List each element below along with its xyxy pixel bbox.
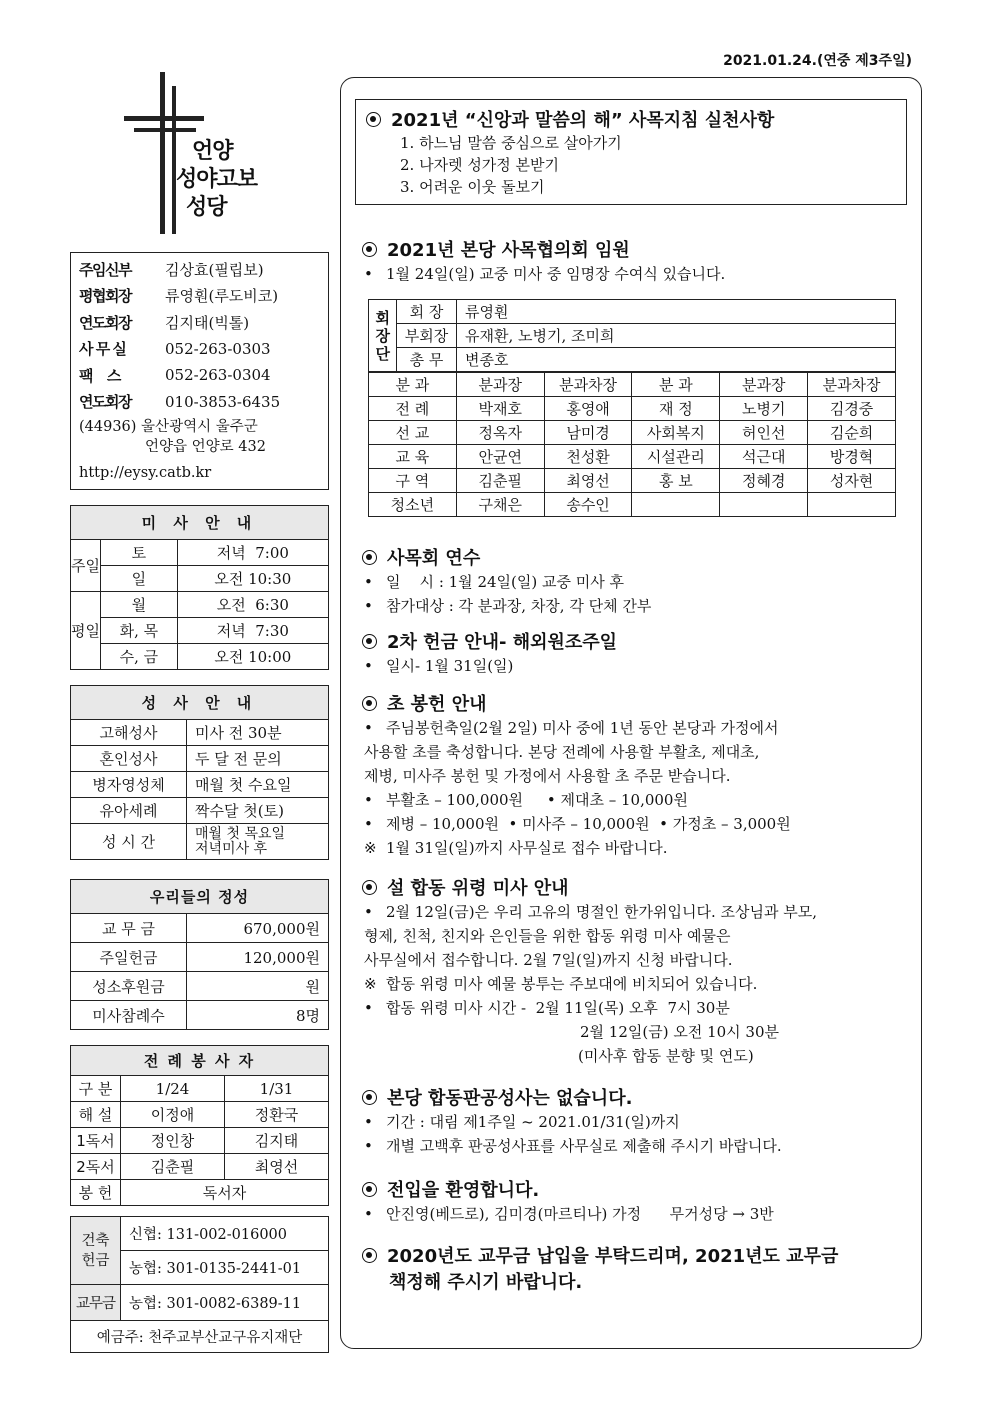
bullet-circle-icon (362, 242, 377, 257)
sacrament-time: 매월 첫 수요일 (187, 772, 329, 798)
offering-name: 교 무 금 (71, 914, 187, 943)
info-key: 평협회장 (79, 287, 131, 306)
mass-day: 일 (101, 566, 178, 592)
section-title-text: 책정해 주시기 바랍니다. (389, 1272, 583, 1293)
section-title-text: 2020년도 교무금 납입을 부탁드리며, 2021년도 교무금 (387, 1246, 839, 1267)
bullet-line: • 주님봉헌축일(2월 2일) 미사 중에 1년 동안 본당과 가정에서 (364, 719, 779, 737)
note-line: ※ 1월 31일(일)까지 사무실로 접수 바랍니다. (364, 839, 668, 857)
section-title-text: 초 봉헌 안내 (387, 694, 487, 715)
sacrament-name: 혼인성사 (71, 746, 187, 772)
committee-vice: 홍영애 (544, 397, 632, 421)
sacrament-name: 고해성사 (71, 720, 187, 746)
section-title-text: 2차 헌금 안내- 해외원조주일 (387, 632, 618, 653)
bullet-text: 사무실에서 접수합니다. 2월 7일(일)까지 신청 바랍니다. (364, 951, 733, 969)
committee-chair: 허인선 (720, 421, 808, 445)
committee-name: 구 역 (369, 469, 457, 493)
section-title-text: 2021년 본당 사목협의회 임원 (387, 240, 630, 261)
committee-chair: 노병기 (720, 397, 808, 421)
bullet-line: • 1월 24일(일) 교중 미사 중 임명장 수여식 있습니다. (364, 265, 726, 283)
mass-day: 월 (101, 592, 178, 618)
sacrament-time: 미사 전 30분 (187, 720, 329, 746)
bullet-circle-icon (362, 696, 377, 711)
dues-label: 교무금 (71, 1285, 121, 1321)
second-collection-section (362, 628, 912, 678)
server-name: 정환국 (225, 1102, 329, 1128)
committee-head: 분 과 (369, 373, 457, 397)
mass-time: 저녁 7:30 (177, 618, 328, 644)
mass-day: 토 (101, 540, 178, 566)
server-role: 봉 헌 (71, 1180, 121, 1206)
committee-vice (808, 493, 896, 517)
server-name: 김지태 (225, 1128, 329, 1154)
mass-day: 수, 금 (101, 644, 178, 670)
sacrament-time-line: 매월 첫 목요일 (195, 825, 286, 842)
section-title (362, 544, 912, 570)
bullet-circle-icon (362, 550, 377, 565)
bullet-text: 기간 : 대림 제1주일 ~ 2021.01/31(일)까지 (386, 1113, 680, 1131)
committee-vice: 김경중 (808, 397, 896, 421)
training-section (362, 544, 912, 618)
offering-amount: 670,000원 (187, 914, 329, 943)
cross-icon (160, 72, 165, 234)
exec-role: 회 장 (397, 300, 457, 324)
bullet-text: 2월 12일(금) 오전 10시 30분 (580, 1023, 780, 1041)
motto-item: 3. 어려운 이웃 돌보기 (400, 178, 545, 196)
server-role: 1독서 (71, 1128, 121, 1154)
exec-name: 류영훤 (457, 300, 896, 324)
info-value: 류영훤(루도비코) (165, 287, 279, 306)
committee-chair: 안균연 (456, 445, 544, 469)
committee-head: 분과장 (720, 373, 808, 397)
bullet-circle-icon (362, 1090, 377, 1105)
exec-name: 유재환, 노병기, 조미희 (457, 324, 896, 348)
bullet-text: 개별 고백후 판공성사표를 사무실로 제출해 주시기 바랍니다. (386, 1137, 782, 1155)
bullet-line: • 부활초 – 100,000원 • 제대초 – 10,000원 (364, 791, 688, 809)
info-value: 김지태(빅톨) (165, 313, 250, 332)
section-title (362, 1242, 912, 1268)
bullet-text: 부활초 – 100,000원 • 제대초 – 10,000원 (386, 791, 688, 809)
section-title (362, 1084, 912, 1110)
mass-time: 오전 10:00 (177, 644, 328, 670)
servers-title: 전 례 봉 사 자 (71, 1046, 329, 1076)
confession-section (362, 1084, 912, 1158)
bullet-line: • 합동 위령 미사 시간 - 2월 11일(목) 오후 7시 30분 (364, 999, 730, 1017)
motto-title-text: 2021년 “신앙과 말씀의 해” 사목지침 실천사항 (391, 110, 775, 131)
offering-name: 성소후원금 (71, 972, 187, 1001)
motto-title (366, 106, 896, 132)
server-name: 정인창 (121, 1128, 225, 1154)
motto-item: 2. 나자렛 성가정 본받기 (400, 156, 560, 174)
committee-name: 홍 보 (632, 469, 720, 493)
exec-name: 변종호 (457, 348, 896, 372)
sacrament-time: 두 달 전 문의 (187, 746, 329, 772)
info-row (79, 283, 320, 310)
committee-vice: 방경혁 (808, 445, 896, 469)
committee-chair: 정혜경 (720, 469, 808, 493)
info-value: 김상효(필립보) (165, 260, 264, 279)
info-row (79, 336, 320, 363)
committee-vice: 남미경 (544, 421, 632, 445)
section-title (362, 1176, 912, 1202)
info-value: 010-3853-6435 (165, 392, 281, 411)
bullet-line: • 일 시 : 1월 24일(일) 교중 미사 후 (364, 573, 624, 591)
bullet-line: • 제병 – 10,000원 • 미사주 – 10,000원 • 가정초 – 3,000원 (364, 815, 791, 833)
info-row (79, 256, 320, 283)
candle-section (362, 690, 912, 860)
council-section (362, 236, 912, 286)
info-row (79, 309, 320, 336)
sacrament-name: 성 시 간 (71, 824, 187, 860)
offering-amount: 원 (187, 972, 329, 1001)
offering-amount: 120,000원 (187, 943, 329, 972)
bullet-circle-icon (362, 634, 377, 649)
bullet-circle-icon (362, 1248, 377, 1263)
mass-time: 오전 10:30 (177, 566, 328, 592)
offering-summary (70, 879, 329, 1030)
parish-name-line: 언양 (192, 139, 233, 164)
offering-name: 미사참례수 (71, 1001, 187, 1030)
council-table (368, 299, 896, 517)
info-value: 052-263-0303 (165, 339, 271, 358)
exec-role: 부회장 (397, 324, 457, 348)
bullet-text: 주님봉헌축일(2월 2일) 미사 중에 1년 동안 본당과 가정에서 (386, 719, 779, 737)
committee-name: 사회복지 (632, 421, 720, 445)
address-line-1: (44936) 울산광역시 울주군 (79, 419, 258, 435)
exec-label: 회장단 (369, 300, 397, 372)
info-row (79, 389, 320, 416)
parish-name (176, 138, 257, 222)
committee-chair: 구채은 (456, 493, 544, 517)
bullet-line: • 기간 : 대림 제1주일 ~ 2021.01/31(일)까지 (364, 1113, 680, 1131)
committee-vice: 송수인 (544, 493, 632, 517)
account-holder: 예금주: 천주교부산교구유지재단 (71, 1321, 329, 1353)
bullet-circle-icon (362, 880, 377, 895)
server-name: 최영선 (225, 1154, 329, 1180)
sacrament-time (187, 824, 329, 860)
bullet-text: 안진영(베드로), 김미경(마르티나) 가정 무거성당 → 3반 (386, 1205, 774, 1223)
committee-name: 전 례 (369, 397, 457, 421)
bullet-circle-icon (366, 112, 381, 127)
dues-notice-section (362, 1242, 912, 1294)
section-title (362, 628, 912, 654)
server-role: 2독서 (71, 1154, 121, 1180)
committee-name: 재 정 (632, 397, 720, 421)
dues-account: 농협: 301-0082-6389-11 (121, 1285, 329, 1321)
parish-name-line: 성당 (186, 195, 227, 220)
parish-name-line: 성야고보 (176, 167, 258, 192)
section-title-text: 설 합동 위령 미사 안내 (387, 878, 569, 899)
building-account: 농협: 301-0135-2441-01 (121, 1251, 329, 1285)
bullet-text: 제병, 미사주 봉헌 및 가정에서 사용할 초 주문 받습니다. (364, 767, 731, 785)
bullet-text: 형제, 친척, 친지와 은인들을 위한 합동 위령 미사 예물은 (364, 927, 731, 945)
offering-name: 주일헌금 (71, 943, 187, 972)
website-link[interactable]: http://eysy.catb.kr (79, 465, 212, 481)
offering-amount: 8명 (187, 1001, 329, 1030)
note-line: ※ 합동 위령 미사 예물 봉투는 주보대에 비치되어 있습니다. (364, 975, 758, 993)
bullet-line: • 일시- 1월 31일(일) (364, 657, 514, 675)
committee-chair: 김춘필 (456, 469, 544, 493)
building-fund-label: 건축헌금 (71, 1217, 121, 1285)
mass-time: 오전 6:30 (177, 592, 328, 618)
committee-vice: 최영선 (544, 469, 632, 493)
mass-schedule (70, 505, 329, 670)
committee-name: 선 교 (369, 421, 457, 445)
committee-head: 분과차장 (808, 373, 896, 397)
servers-head: 구 분 (71, 1076, 121, 1102)
offering-title: 우리들의 정성 (71, 880, 329, 914)
committee-chair: 석근대 (720, 445, 808, 469)
weekday-label: 평일 (71, 592, 101, 670)
committee-chair: 정옥자 (456, 421, 544, 445)
welcome-section (362, 1176, 912, 1226)
info-key: 연도회장 (79, 393, 131, 412)
sacraments-title: 성 사 안 내 (71, 686, 329, 720)
bullet-line: • 안진영(베드로), 김미경(마르티나) 가정 무거성당 → 3반 (364, 1205, 774, 1223)
address-line-2: 언양읍 언양로 432 (145, 439, 266, 455)
note-text: 합동 위령 미사 예물 봉투는 주보대에 비치되어 있습니다. (386, 975, 758, 993)
parish-logo (120, 72, 280, 242)
sacraments-info (70, 685, 329, 860)
committee-name: 시설관리 (632, 445, 720, 469)
sacrament-name: 유아세례 (71, 798, 187, 824)
bullet-line: • 참가대상 : 각 분과장, 차장, 각 단체 간부 (364, 597, 652, 615)
bullet-text: (미사후 합동 분향 및 연도) (578, 1047, 754, 1065)
server-name: 독서자 (121, 1180, 329, 1206)
bullet-text: 일시- 1월 31일(일) (386, 657, 514, 675)
committee-name: 교 육 (369, 445, 457, 469)
bullet-line: • 2월 12일(금)은 우리 고유의 명절인 한가위입니다. 조상님과 부모, (364, 903, 818, 921)
bullet-line: • 개별 고백후 판공성사표를 사무실로 제출해 주시기 바랍니다. (364, 1137, 782, 1155)
section-title (362, 690, 912, 716)
bullet-text: 제병 – 10,000원 • 미사주 – 10,000원 • 가정초 – 3,000원 (386, 815, 791, 833)
info-key: 주임신부 (79, 260, 131, 279)
committee-vice: 김순희 (808, 421, 896, 445)
committee-name (632, 493, 720, 517)
pastoral-motto (355, 99, 907, 205)
motto-item: 1. 하느님 말씀 중심으로 살아가기 (400, 134, 622, 152)
servers-head: 1/31 (225, 1076, 329, 1102)
bullet-text: 2월 12일(금)은 우리 고유의 명절인 한가위입니다. 조상님과 부모, (386, 903, 818, 921)
memorial-mass-section (362, 874, 912, 1068)
mass-day: 화, 목 (101, 618, 178, 644)
committee-chair (720, 493, 808, 517)
committee-head: 분 과 (632, 373, 720, 397)
cross-bar (124, 116, 204, 121)
servers-head: 1/24 (121, 1076, 225, 1102)
info-row (79, 362, 320, 389)
committee-chair: 박재호 (456, 397, 544, 421)
liturgy-servers (70, 1045, 329, 1206)
committee-vice: 천성환 (544, 445, 632, 469)
sacrament-name: 병자영성체 (71, 772, 187, 798)
committee-name: 청소년 (369, 493, 457, 517)
server-role: 해 설 (71, 1102, 121, 1128)
exec-role: 총 무 (397, 348, 457, 372)
committee-head: 분과차장 (544, 373, 632, 397)
note-text: 1월 31일(일)까지 사무실로 접수 바랍니다. (386, 839, 668, 857)
info-key: 사 무 실 (79, 340, 126, 359)
info-value: 052-263-0304 (165, 366, 271, 385)
mass-title: 미 사 안 내 (71, 506, 329, 540)
sacrament-time-line: 저녁미사 후 (195, 840, 268, 857)
server-name: 이정애 (121, 1102, 225, 1128)
bullet-circle-icon (362, 1182, 377, 1197)
bullet-text: 일 시 : 1월 24일(일) 교중 미사 후 (386, 573, 624, 591)
bullet-text: 합동 위령 미사 시간 - 2월 11일(목) 오후 7시 30분 (386, 999, 730, 1017)
info-key: 연도회장 (79, 313, 131, 332)
committee-head: 분과장 (456, 373, 544, 397)
server-name: 김춘필 (121, 1154, 225, 1180)
section-title-text: 사목회 연수 (387, 548, 481, 569)
cross-bar-2 (134, 128, 196, 132)
sacrament-time: 짝수달 첫(토) (187, 798, 329, 824)
bulletin-date: 2021.01.24.(연중 제3주일) (723, 53, 912, 69)
info-key: 팩 스 (79, 366, 120, 385)
mass-time: 저녁 7:00 (177, 540, 328, 566)
sunday-label: 주일 (71, 540, 101, 592)
bullet-text: 참가대상 : 각 분과장, 차장, 각 단체 간부 (386, 597, 652, 615)
section-title-text: 전입을 환영합니다. (387, 1180, 540, 1201)
building-account: 신협: 131-002-016000 (121, 1217, 329, 1251)
bullet-text: 사용할 초를 축성합니다. 본당 전례에 사용할 부활초, 제대초, (364, 743, 760, 761)
section-title (362, 874, 912, 900)
bank-accounts (70, 1216, 329, 1353)
section-title (362, 236, 912, 262)
bullet-text: 1월 24일(일) 교중 미사 중 임명장 수여식 있습니다. (386, 265, 726, 283)
address (79, 417, 320, 457)
committee-vice: 성자현 (808, 469, 896, 493)
section-title-text: 본당 합동판공성사는 없습니다. (387, 1088, 633, 1109)
parish-info (70, 252, 329, 490)
